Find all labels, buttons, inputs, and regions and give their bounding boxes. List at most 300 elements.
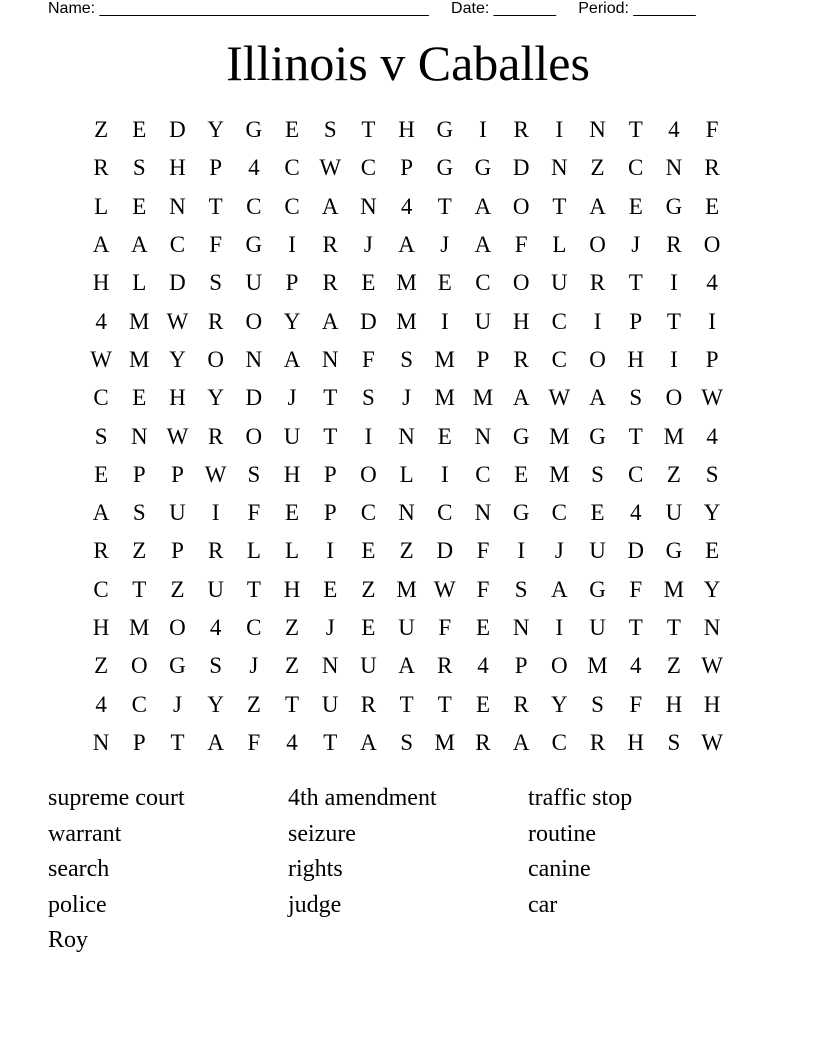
grid-letter: M [587, 653, 608, 679]
grid-letter: H [169, 385, 186, 411]
grid-letter: T [285, 691, 300, 717]
grid-letter: S [591, 461, 604, 487]
grid-letter: A [474, 232, 492, 258]
grid-letter: C [131, 691, 147, 717]
grid-row [82, 724, 732, 762]
grid-letter: S [400, 729, 413, 755]
grid-letter: T [132, 576, 147, 602]
grid-letter: R [322, 232, 338, 258]
word-list-item: traffic stop [528, 785, 633, 812]
word-list-item: car [528, 891, 558, 918]
grid-letter: L [132, 270, 147, 296]
grid-letter: U [589, 538, 606, 564]
grid-letter: C [360, 155, 377, 181]
grid-letter: I [708, 308, 716, 334]
grid-letter: T [170, 729, 185, 755]
grid-letter: U [283, 423, 301, 449]
grid-letter: T [628, 270, 643, 296]
grid-letter: E [475, 615, 490, 640]
grid-letter: Z [666, 653, 681, 679]
grid-letter: H [703, 691, 721, 717]
grid-letter: E [475, 691, 490, 717]
grid-letter: S [705, 461, 719, 487]
grid-letter: S [323, 117, 337, 143]
grid-letter: M [396, 308, 417, 334]
grid-letter: P [400, 155, 413, 181]
word-list-item: seizure [288, 820, 356, 847]
grid-row [82, 149, 732, 187]
grid-letter: Y [703, 576, 721, 602]
grid-letter: W [204, 461, 227, 487]
grid-letter: E [590, 500, 605, 526]
grid-letter: D [512, 155, 530, 181]
grid-letter: P [514, 653, 528, 679]
grid-letter: Z [246, 691, 261, 717]
grid-letter: A [474, 193, 492, 219]
grid-letter: 4 [95, 308, 107, 334]
grid-letter: F [362, 346, 375, 372]
grid-letter: I [440, 461, 449, 487]
grid-letter: G [589, 423, 606, 449]
grid-letter: Z [399, 538, 414, 564]
grid-letter: J [172, 691, 182, 717]
grid-letter: W [701, 653, 723, 679]
grid-letter: A [360, 729, 377, 755]
grid-letter: M [396, 576, 417, 602]
grid-row [82, 379, 732, 417]
grid-letter: F [476, 538, 490, 564]
grid-letter: G [245, 232, 263, 258]
grid-letter: U [169, 500, 186, 526]
grid-letter: L [399, 461, 414, 487]
grid-letter: P [705, 346, 719, 372]
grid-letter: O [703, 232, 721, 258]
grid-letter: H [665, 691, 683, 717]
grid-letter: T [323, 729, 338, 755]
grid-letter: I [326, 538, 335, 564]
grid-letter: T [628, 615, 643, 640]
grid-letter: C [551, 308, 568, 334]
grid-letter: G [474, 155, 492, 181]
grid-letter: S [362, 385, 375, 411]
grid-letter: H [283, 461, 301, 487]
grid-letter: G [512, 500, 530, 526]
grid-letter: U [207, 576, 224, 602]
grid-letter: C [475, 270, 491, 296]
grid-letter: H [283, 576, 301, 602]
grid-letter: D [436, 538, 454, 564]
grid-letter: C [551, 500, 568, 526]
grid-letter: 4 [248, 155, 260, 181]
grid-letter: M [663, 423, 685, 449]
grid-letter: U [360, 653, 377, 679]
grid-letter: R [360, 691, 377, 717]
grid-letter: U [245, 270, 263, 296]
grid-letter: R [207, 308, 224, 334]
grid-letter: M [129, 346, 150, 372]
grid-letter: C [246, 615, 262, 640]
grid-letter: F [476, 576, 490, 602]
grid-letter: J [363, 232, 373, 258]
grid-letter: D [169, 117, 186, 143]
grid-letter: I [440, 308, 449, 334]
grid-letter: E [628, 193, 643, 219]
grid-letter: R [475, 729, 491, 755]
grid-letter: U [551, 270, 568, 296]
grid-letter: A [589, 193, 606, 219]
grid-letter: Y [551, 691, 568, 717]
grid-letter: H [92, 615, 110, 640]
grid-letter: O [169, 615, 186, 640]
grid-letter: A [207, 729, 224, 755]
grid-letter: E [132, 385, 147, 411]
grid-letter: I [555, 117, 564, 143]
grid-letter: T [323, 423, 338, 449]
grid-letter: M [129, 615, 150, 640]
grid-row [82, 609, 732, 647]
grid-letter: G [665, 538, 683, 564]
grid-letter: G [665, 193, 683, 219]
grid-letter: F [438, 615, 452, 640]
grid-letter: T [628, 117, 643, 143]
grid-letter: S [94, 423, 108, 449]
grid-letter: C [437, 500, 453, 526]
grid-letter: Z [361, 576, 376, 602]
word-list-item: routine [528, 820, 596, 847]
grid-letter: I [288, 232, 296, 258]
grid-letter: O [207, 346, 224, 372]
grid-letter: N [474, 500, 492, 526]
grid-letter: F [247, 500, 261, 526]
grid-letter: F [705, 117, 719, 143]
word-list-item: police [48, 891, 107, 918]
grid-letter: T [666, 615, 681, 640]
grid-letter: A [398, 232, 415, 258]
grid-letter: O [551, 653, 568, 679]
grid-letter: Y [207, 117, 224, 143]
grid-letter: S [209, 270, 223, 296]
grid-letter: C [628, 155, 644, 181]
grid-letter: N [169, 193, 186, 219]
grid-letter: M [549, 423, 570, 449]
grid-letter: W [701, 385, 723, 411]
grid-letter: Z [132, 538, 147, 564]
grid-letter: R [93, 538, 109, 564]
grid-letter: D [245, 385, 263, 411]
grid-letter: F [629, 576, 643, 602]
grid-letter: W [548, 385, 571, 411]
grid-letter: G [436, 117, 454, 143]
grid-letter: S [132, 155, 146, 181]
grid-letter: Z [666, 461, 681, 487]
grid-letter: N [551, 155, 568, 181]
grid-letter: S [209, 653, 223, 679]
grid-letter: E [705, 193, 720, 219]
grid-letter: A [321, 308, 339, 334]
grid-row [82, 647, 732, 685]
grid-letter: E [361, 538, 376, 564]
grid-letter: R [322, 270, 338, 296]
grid-letter: A [589, 385, 606, 411]
grid-letter: S [591, 691, 604, 717]
grid-row [82, 302, 732, 340]
grid-letter: Y [169, 346, 186, 372]
grid-row [82, 571, 732, 609]
grid-letter: M [434, 729, 455, 755]
grid-letter: P [285, 270, 299, 296]
grid-letter: C [360, 500, 377, 526]
grid-letter: M [396, 270, 417, 296]
grid-letter: R [207, 423, 224, 449]
grid-letter: S [247, 461, 261, 487]
grid-letter: W [701, 729, 723, 755]
grid-letter: Z [285, 615, 300, 640]
grid-letter: A [321, 193, 339, 219]
grid-letter: U [589, 615, 606, 640]
grid-letter: S [514, 576, 528, 602]
grid-letter: S [667, 729, 681, 755]
grid-letter: E [132, 117, 147, 143]
word-list-item: warrant [48, 820, 122, 847]
grid-letter: R [589, 270, 606, 296]
grid-letter: L [246, 538, 261, 564]
grid-letter: 4 [286, 729, 298, 755]
grid-letter: R [207, 538, 224, 564]
grid-letter: C [284, 193, 300, 219]
grid-letter: C [93, 576, 109, 602]
grid-letter: I [517, 538, 525, 564]
word-list-row [48, 781, 768, 817]
grid-letter: G [169, 653, 186, 679]
grid-letter: T [666, 308, 681, 334]
grid-letter: F [209, 232, 223, 258]
grid-letter: H [92, 270, 110, 296]
grid-letter: D [627, 538, 645, 564]
grid-letter: N [398, 500, 415, 526]
word-list-item: canine [528, 856, 591, 883]
grid-letter: T [628, 423, 643, 449]
grid-letter: E [705, 538, 720, 564]
grid-letter: C [246, 193, 262, 219]
grid-letter: P [629, 308, 643, 334]
grid-letter: S [132, 500, 146, 526]
grid-letter: S [629, 385, 643, 411]
grid-letter: Z [170, 576, 185, 602]
grid-letter: C [551, 729, 568, 755]
worksheet-title: Illinois v Caballes [226, 35, 590, 91]
grid-letter: O [245, 423, 263, 449]
word-list-item: Roy [48, 927, 89, 954]
grid-letter: F [629, 691, 643, 717]
word-list-item: rights [288, 856, 343, 883]
grid-letter: I [670, 270, 678, 296]
grid-letter: P [323, 500, 337, 526]
word-list-row [48, 817, 768, 853]
grid-letter: C [284, 155, 300, 181]
grid-letter: W [166, 423, 189, 449]
grid-letter: E [285, 117, 300, 143]
grid-letter: J [554, 538, 564, 564]
grid-letter: R [666, 232, 682, 258]
grid-letter: T [437, 691, 452, 717]
grid-row [82, 111, 732, 149]
grid-letter: N [321, 346, 339, 372]
grid-letter: N [321, 653, 339, 679]
grid-letter: 4 [629, 500, 642, 526]
grid-letter: A [512, 729, 530, 755]
grid-letter: J [325, 615, 335, 640]
grid-letter: P [476, 346, 490, 372]
word-list-item: search [48, 856, 110, 883]
grid-letter: I [670, 346, 678, 372]
grid-letter: J [631, 232, 641, 258]
grid-letter: U [665, 500, 683, 526]
grid-letter: R [437, 653, 453, 679]
grid-letter: T [437, 193, 452, 219]
grid-letter: Z [285, 653, 300, 679]
grid-letter: J [287, 385, 297, 411]
grid-row [82, 341, 732, 379]
grid-letter: W [90, 346, 112, 372]
grid-letter: W [433, 576, 456, 602]
grid-row [82, 226, 732, 264]
grid-row [82, 685, 732, 723]
grid-letter: O [512, 270, 530, 296]
grid-letter: A [92, 232, 110, 258]
grid-letter: M [663, 576, 685, 602]
grid-letter: O [589, 232, 606, 258]
grid-letter: 4 [95, 691, 107, 717]
grid-letter: I [364, 423, 373, 449]
grid-letter: G [436, 155, 454, 181]
grid-letter: H [512, 308, 530, 334]
grid-letter: E [94, 461, 109, 487]
grid-letter: I [555, 615, 564, 640]
grid-letter: C [93, 385, 109, 411]
grid-letter: T [246, 576, 261, 602]
word-list-row [48, 852, 768, 888]
grid-letter: R [589, 729, 606, 755]
grid-letter: R [93, 155, 109, 181]
grid-row [82, 417, 732, 455]
grid-letter: F [247, 729, 261, 755]
grid-letter: 4 [706, 423, 718, 449]
grid-letter: N [398, 423, 415, 449]
grid-letter: P [171, 538, 184, 564]
grid-letter: H [169, 155, 186, 181]
grid-letter: E [323, 576, 338, 602]
grid-letter: E [361, 270, 376, 296]
grid-letter: L [94, 193, 109, 219]
grid-letter: L [285, 538, 300, 564]
grid-letter: I [211, 500, 220, 526]
grid-letter: N [245, 346, 263, 372]
grid-letter: Y [207, 385, 224, 411]
grid-letter: E [514, 461, 529, 487]
grid-letter: Z [94, 117, 109, 143]
grid-letter: J [402, 385, 412, 411]
grid-letter: E [437, 270, 452, 296]
grid-letter: P [323, 461, 337, 487]
grid-letter: A [130, 232, 148, 258]
word-search-grid [82, 111, 732, 762]
grid-letter: H [398, 117, 415, 143]
grid-letter: L [552, 232, 567, 258]
grid-letter: 4 [477, 653, 489, 679]
grid-letter: O [360, 461, 377, 487]
grid-letter: A [512, 385, 530, 411]
grid-letter: E [437, 423, 452, 449]
grid-letter: W [319, 155, 342, 181]
word-list-item: supreme court [48, 785, 185, 812]
grid-letter: J [249, 653, 259, 679]
grid-letter: F [514, 232, 528, 258]
grid-row [82, 532, 732, 570]
grid-letter: E [132, 193, 147, 219]
grid-row [82, 456, 732, 494]
grid-letter: T [552, 193, 567, 219]
grid-letter: P [171, 461, 184, 487]
grid-letter: U [321, 691, 339, 717]
grid-letter: O [512, 193, 530, 219]
word-list-row [48, 888, 768, 924]
grid-letter: A [283, 346, 301, 372]
word-list [48, 781, 768, 959]
grid-letter: U [398, 615, 415, 640]
grid-letter: N [92, 729, 110, 755]
grid-letter: Y [207, 691, 224, 717]
grid-letter: T [361, 117, 376, 143]
grid-letter: O [245, 308, 263, 334]
grid-letter: D [169, 270, 186, 296]
grid-letter: C [628, 461, 644, 487]
grid-letter: Y [283, 308, 301, 334]
student-info-line: Name: _____________________________________ Date: _______ Period: _______ [48, 0, 696, 17]
grid-letter: P [132, 461, 146, 487]
grid-letter: W [166, 308, 189, 334]
grid-letter: G [589, 576, 606, 602]
grid-letter: O [589, 346, 606, 372]
grid-letter: I [479, 117, 487, 143]
grid-letter: 4 [706, 270, 718, 296]
grid-letter: G [512, 423, 530, 449]
grid-letter: 4 [629, 653, 642, 679]
grid-letter: O [130, 653, 148, 679]
grid-letter: E [361, 615, 376, 640]
grid-letter: C [475, 461, 491, 487]
grid-letter: Y [703, 500, 721, 526]
grid-letter: 4 [400, 193, 413, 219]
grid-letter: 4 [209, 615, 222, 640]
grid-letter: J [440, 232, 450, 258]
grid-letter: S [400, 346, 413, 372]
grid-letter: M [549, 461, 570, 487]
grid-row [82, 264, 732, 302]
grid-letter: M [434, 346, 455, 372]
grid-row [82, 494, 732, 532]
word-list-item: judge [288, 891, 342, 918]
grid-letter: E [285, 500, 300, 526]
grid-letter: D [360, 308, 377, 334]
grid-letter: M [129, 308, 150, 334]
grid-letter: T [399, 691, 414, 717]
grid-letter: Z [94, 653, 109, 679]
grid-letter: U [474, 308, 492, 334]
grid-letter: H [627, 729, 645, 755]
grid-letter: Z [590, 155, 605, 181]
grid-letter: A [92, 500, 110, 526]
grid-letter: O [665, 385, 683, 411]
